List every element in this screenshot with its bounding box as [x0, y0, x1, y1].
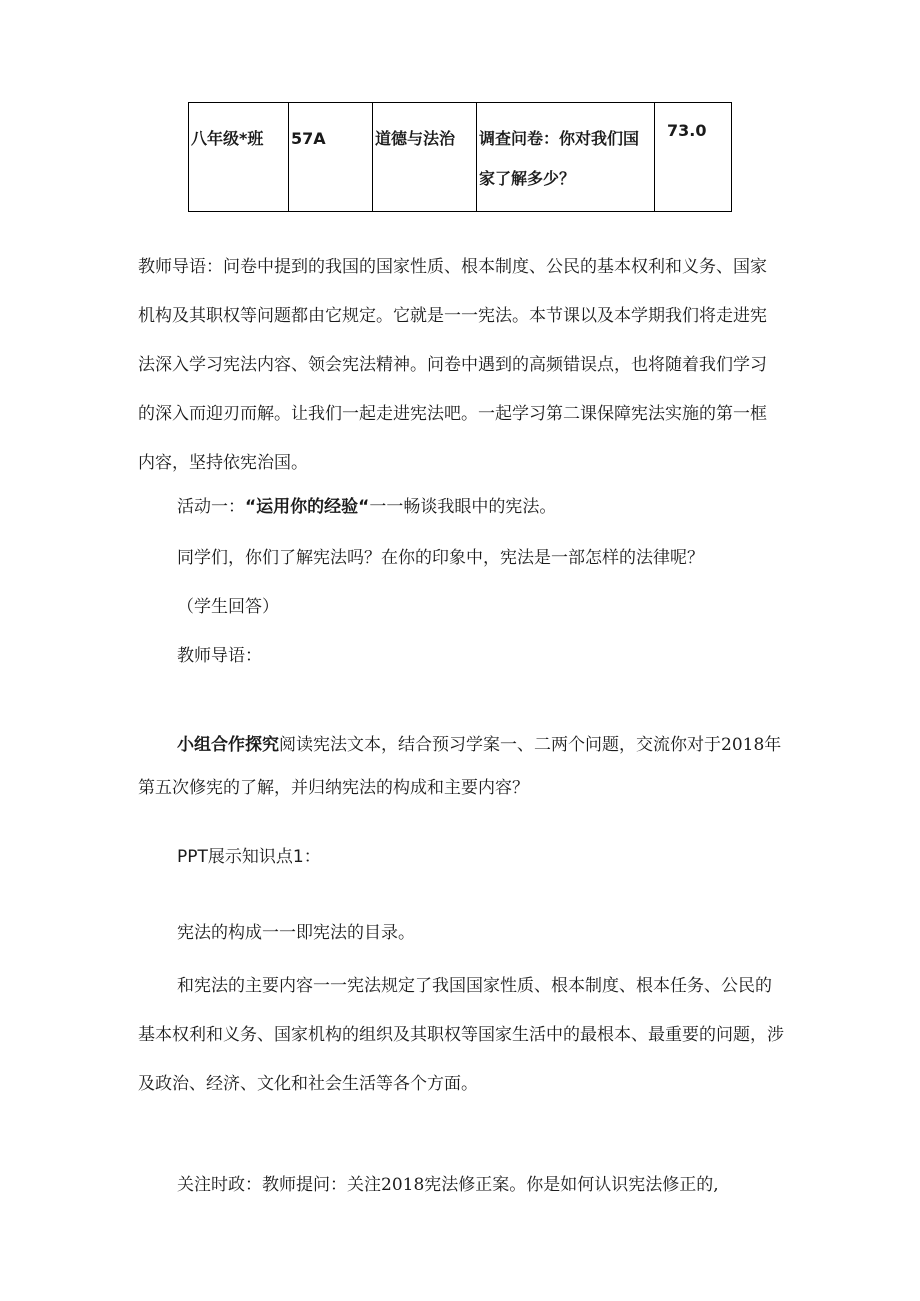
group-exploration-paragraph: [138, 724, 788, 810]
subject-cell: 道德与法治: [373, 103, 477, 212]
score-cell: 73.0: [655, 103, 732, 212]
class-cell: 八年级*班: [189, 103, 289, 212]
code-cell: 57A: [289, 103, 373, 212]
group-text: 阅读宪法文本，结合预习学案一、二两个问题，交流你对于2018年第五次修宪的了解，并归纳宪法的构成和主要内容？: [138, 735, 782, 798]
activity-title: “运用你的经验“: [245, 497, 370, 517]
survey-title-cell: 调查问卷：你对我们国家了解多少？: [477, 103, 655, 212]
ppt-knowledge-point: PPT展示知识点1：: [177, 847, 321, 867]
composition-line: 宪法的构成一一即宪法的目录。: [177, 923, 415, 943]
survey-info-table: [188, 102, 732, 212]
activity-prefix: 活动一：: [177, 497, 245, 517]
teacher-intro-paragraph: 教师导语：问卷中提到的我国的国家性质、根本制度、公民的基本权利和义务、国家机构及其职权等问题都由它规定。它就是一一宪法。本节课以及本学期我们将走进宪法深入学习宪法内容、领会宪法精神。问卷中遇到的高频错误点，也将随着我们学习的深入而迎刃而解。让我们一起走进宪法吧。一起学习第二课保障宪法实施的第一框内容，坚持依宪治国。: [138, 257, 767, 473]
student-answer-line: （学生回答）: [177, 597, 279, 617]
table-row: [189, 103, 732, 212]
current-affairs-line: 关注时政：教师提问：关注2018宪法修正案。你是如何认识宪法修正的,: [177, 1175, 719, 1195]
main-content-paragraph: 和宪法的主要内容一一宪法规定了我国国家性质、根本制度、根本任务、公民的基本权利和义务、国家机构的组织及其职权等国家生活中的最根本、最重要的问题，涉及政治、经济、文化和社会生活等各个方面。: [138, 976, 784, 1094]
teacher-guide-line: 教师导语：: [177, 646, 262, 666]
question-line: 同学们，你们了解宪法吗？在你的印象中，宪法是一部怎样的法律呢？: [177, 548, 704, 568]
activity-suffix: 一一畅谈我眼中的宪法。: [369, 497, 557, 517]
group-label: 小组合作探究: [177, 735, 279, 755]
activity-one-line: [177, 492, 556, 517]
